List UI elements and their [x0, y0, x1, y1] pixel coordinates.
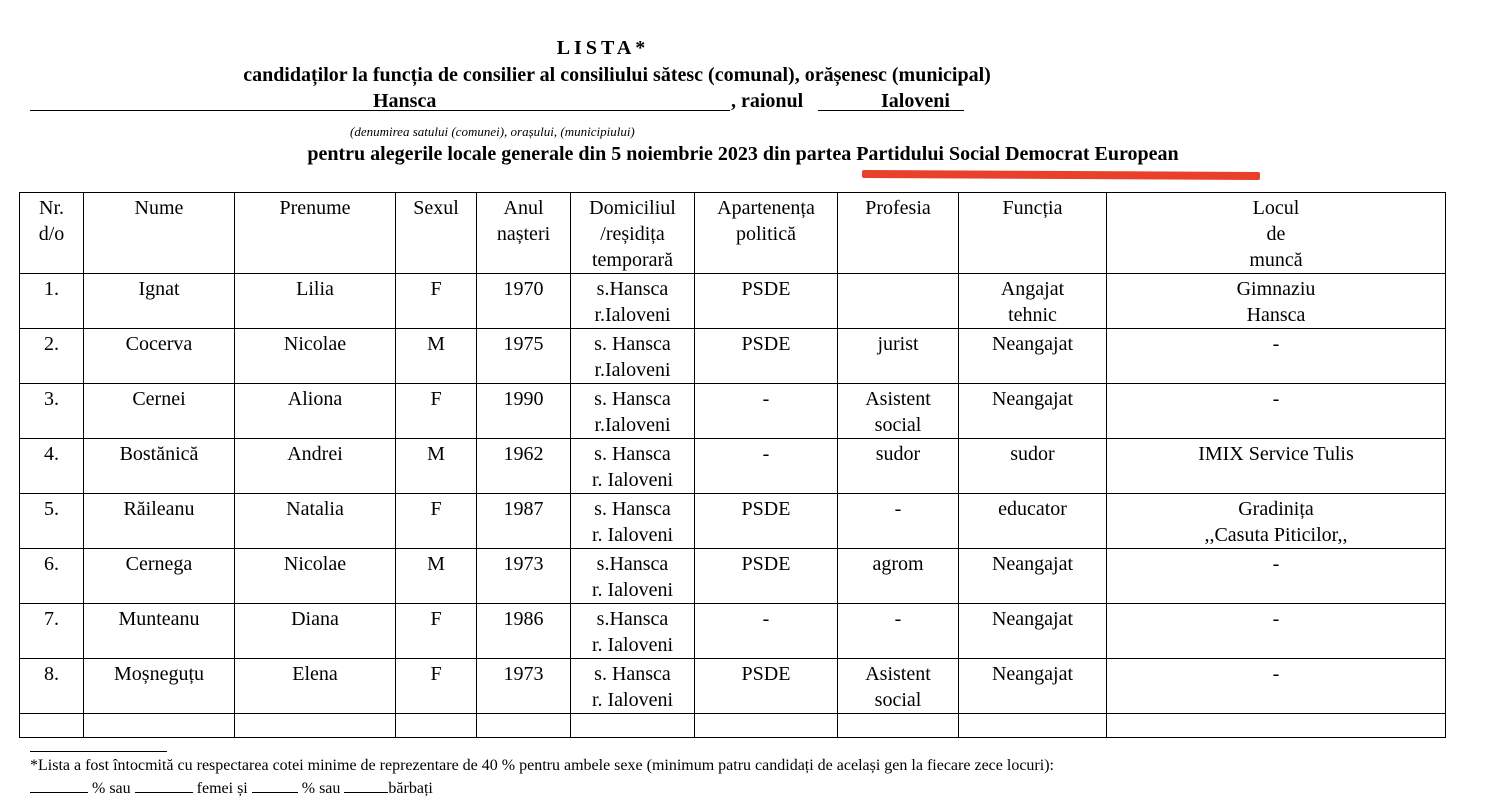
table-cell: IMIX Service Tulis — [1107, 439, 1446, 494]
table-cell: 1970 — [477, 274, 571, 329]
table-body — [20, 274, 1446, 738]
table-cell: Diana — [235, 604, 396, 659]
table-cell: s.Hansca r. Ialoveni — [571, 549, 695, 604]
table-cell: Natalia — [235, 494, 396, 549]
table-cell: 1975 — [477, 329, 571, 384]
table-row — [20, 659, 1446, 714]
table-cell: - — [1107, 384, 1446, 439]
table-row-empty — [20, 714, 1446, 738]
table-cell: - — [695, 384, 838, 439]
table-cell: 1990 — [477, 384, 571, 439]
table-cell-empty — [477, 714, 571, 738]
column-header: Domiciliul /reșidița temporară — [571, 193, 695, 274]
table-cell: Nicolae — [235, 549, 396, 604]
table-cell: - — [838, 494, 959, 549]
table-cell-empty — [396, 714, 477, 738]
table-cell: PSDE — [695, 549, 838, 604]
table-cell: Andrei — [235, 439, 396, 494]
column-header: Anul nașteri — [477, 193, 571, 274]
table-cell: F — [396, 274, 477, 329]
table-cell-empty — [838, 714, 959, 738]
table-cell: 4. — [20, 439, 84, 494]
candidates-table — [19, 192, 1446, 738]
table-cell: Elena — [235, 659, 396, 714]
table-cell: s. Hansca r. Ialoveni — [571, 659, 695, 714]
table-cell-empty — [1107, 714, 1446, 738]
table-cell: Bostănică — [84, 439, 235, 494]
village-name: Hansca — [373, 90, 437, 112]
table-cell: Cernei — [84, 384, 235, 439]
table-cell: - — [695, 439, 838, 494]
column-header: Prenume — [235, 193, 396, 274]
table-cell: Nicolae — [235, 329, 396, 384]
table-cell: PSDE — [695, 659, 838, 714]
table-cell: PSDE — [695, 329, 838, 384]
table-cell: - — [1107, 659, 1446, 714]
column-header: Profesia — [838, 193, 959, 274]
table-cell: 2. — [20, 329, 84, 384]
table-cell: Neangajat — [959, 549, 1107, 604]
red-highlight-stroke — [862, 170, 1260, 180]
table-cell: agrom — [838, 549, 959, 604]
table-cell: Neangajat — [959, 604, 1107, 659]
table-cell: Munteanu — [84, 604, 235, 659]
table-cell: Gimnaziu Hansca — [1107, 274, 1446, 329]
table-cell: 6. — [20, 549, 84, 604]
table-cell: M — [396, 439, 477, 494]
table-cell: F — [396, 604, 477, 659]
column-header: Locul de muncă — [1107, 193, 1446, 274]
table-cell — [838, 274, 959, 329]
column-header: Funcția — [959, 193, 1107, 274]
table-cell: Neangajat — [959, 659, 1107, 714]
table-row — [20, 494, 1446, 549]
table-row — [20, 604, 1446, 659]
table-cell: M — [396, 549, 477, 604]
table-cell: 1962 — [477, 439, 571, 494]
footnote-text: *Lista a fost întocmită cu respectarea cotei minime de reprezentare de 40 % pentru ambele sexe (minimum patru candidați de același gen la fiecare zece locuri): — [30, 757, 1054, 774]
table-cell: 3. — [20, 384, 84, 439]
table-cell: Cocerva — [84, 329, 235, 384]
table-cell: Moșneguțu — [84, 659, 235, 714]
table-cell: Lilia — [235, 274, 396, 329]
table-cell: Cernega — [84, 549, 235, 604]
document-subtitle: candidaților la funcția de consilier al consiliului sătesc (comunal), orășenesc (municipal) — [243, 64, 991, 86]
women-label: femei și — [196, 780, 248, 797]
table-cell: 7. — [20, 604, 84, 659]
table-row — [20, 549, 1446, 604]
column-header: Nume — [84, 193, 235, 274]
table-cell: Asistent social — [838, 384, 959, 439]
column-header: Apartenența politică — [695, 193, 838, 274]
table-cell-empty — [84, 714, 235, 738]
table-cell: s. Hansca r.Ialoveni — [571, 329, 695, 384]
table-header-row — [20, 193, 1446, 274]
table-row — [20, 384, 1446, 439]
blank-percent-women — [30, 778, 88, 793]
table-cell-empty — [571, 714, 695, 738]
table-cell: F — [396, 494, 477, 549]
table-cell: 1986 — [477, 604, 571, 659]
footnote-separator — [30, 751, 167, 752]
blank-percent-men — [252, 778, 298, 793]
table-cell-empty — [959, 714, 1107, 738]
table-cell: s.Hansca r. Ialoveni — [571, 604, 695, 659]
column-header: Nr. d/o — [20, 193, 84, 274]
table-cell: Gradinița ,,Casuta Piticilor,, — [1107, 494, 1446, 549]
table-cell: PSDE — [695, 274, 838, 329]
men-label: bărbați — [388, 780, 433, 797]
raion-name: Ialoveni — [881, 90, 950, 112]
table-cell: Neangajat — [959, 329, 1107, 384]
column-header: Sexul — [396, 193, 477, 274]
table-cell: - — [695, 604, 838, 659]
document-title: LISTA* — [556, 37, 650, 59]
election-line: pentru alegerile locale generale din 5 noiembrie 2023 din partea Partidului Social Democrat European — [307, 143, 1179, 165]
table-row — [20, 274, 1446, 329]
blank-count-women — [135, 778, 193, 793]
table-cell: s.Hansca r.Ialoveni — [571, 274, 695, 329]
table-row — [20, 329, 1446, 384]
table-cell: sudor — [838, 439, 959, 494]
table-cell: - — [1107, 329, 1446, 384]
table-cell: - — [1107, 604, 1446, 659]
table-cell: Neangajat — [959, 384, 1107, 439]
table-cell-empty — [20, 714, 84, 738]
table-cell: s. Hansca r.Ialoveni — [571, 384, 695, 439]
table-cell: Răileanu — [84, 494, 235, 549]
table-cell: 1973 — [477, 659, 571, 714]
table-row — [20, 439, 1446, 494]
percent-label-b: % sau — [301, 780, 341, 797]
table-cell: Ignat — [84, 274, 235, 329]
percent-label-a: % sau — [92, 780, 131, 797]
table-cell: - — [1107, 549, 1446, 604]
table-cell: 1987 — [477, 494, 571, 549]
table-cell: 1973 — [477, 549, 571, 604]
table-cell: 5. — [20, 494, 84, 549]
table-cell: PSDE — [695, 494, 838, 549]
table-cell-empty — [695, 714, 838, 738]
table-cell: sudor — [959, 439, 1107, 494]
footnote-quota-line — [30, 778, 433, 798]
table-cell: s. Hansca r. Ialoveni — [571, 494, 695, 549]
table-cell: 8. — [20, 659, 84, 714]
table-cell: jurist — [838, 329, 959, 384]
table-cell-empty — [235, 714, 396, 738]
locality-note: (denumirea satului (comunei), orașului, (municipiului) — [350, 124, 635, 139]
table-cell: Aliona — [235, 384, 396, 439]
raion-label: , raionul — [731, 90, 804, 112]
blank-count-men — [344, 778, 388, 793]
table-cell: F — [396, 659, 477, 714]
table-cell: 1. — [20, 274, 84, 329]
table-cell: - — [838, 604, 959, 659]
table-cell: Asistent social — [838, 659, 959, 714]
table-cell: M — [396, 329, 477, 384]
table-cell: Angajat tehnic — [959, 274, 1107, 329]
table-cell: F — [396, 384, 477, 439]
table-cell: educator — [959, 494, 1107, 549]
table-cell: s. Hansca r. Ialoveni — [571, 439, 695, 494]
